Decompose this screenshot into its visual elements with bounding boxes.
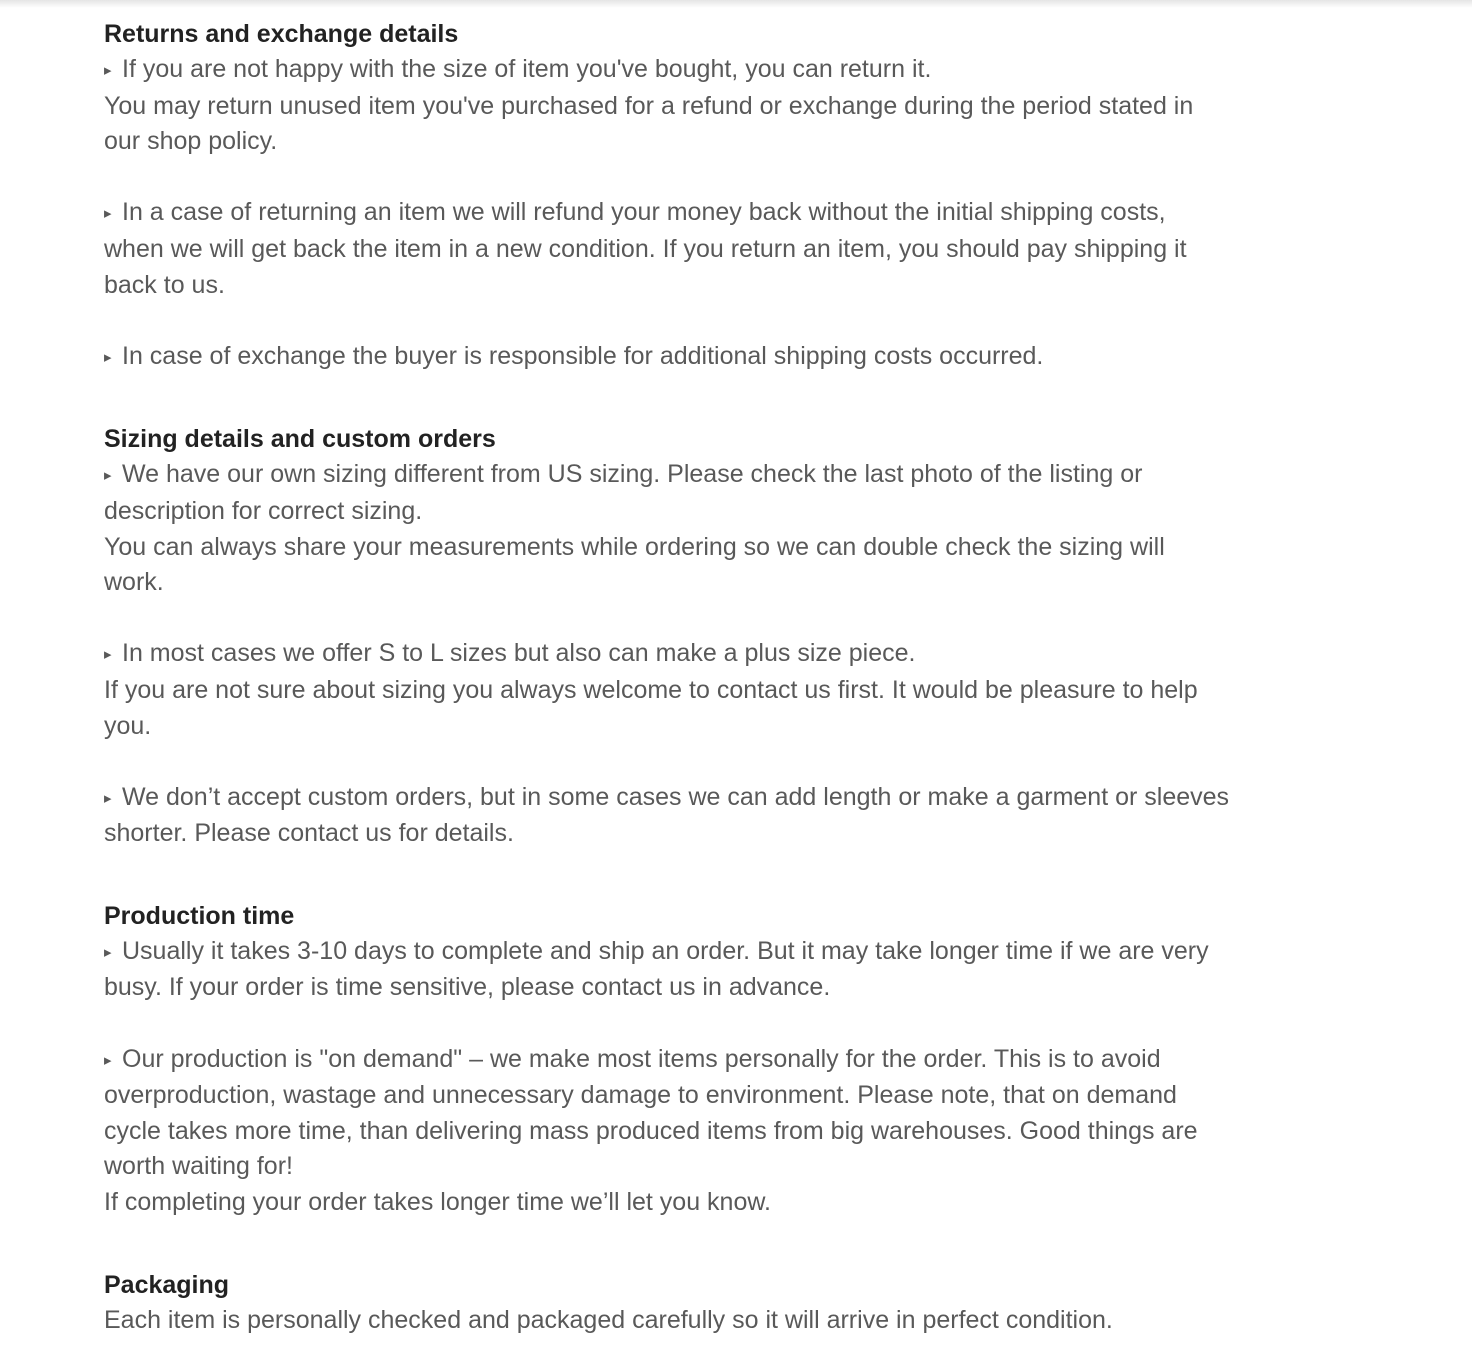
top-shadow <box>0 0 1472 8</box>
sizing-line-5: In most cases we offer S to L sizes but also can make a plus size piece. <box>122 639 916 668</box>
returns-line-4: In a case of returning an item we will refund your money back without the initial shipping costs, <box>122 198 1166 227</box>
sizing-line-8: We don’t accept custom orders, but in some cases we can add length or make a garment or sleeves <box>122 782 1230 811</box>
returns-line-6: back to us. <box>104 270 225 299</box>
packaging-line-1: Each item is personally checked and packaged carefully so it will arrive in perfect condition. <box>104 1305 1113 1334</box>
production-line-2: busy. If your order is time sensitive, please contact us in advance. <box>104 973 831 1002</box>
sizing-section-title: Sizing details and custom orders <box>104 425 496 454</box>
returns-bullet-2 <box>104 195 1354 232</box>
production-line-3: Our production is "on demand" – we make most items personally for the order. This is to avoid <box>122 1044 1161 1073</box>
sizing-line-6: If you are not sure about sizing you always welcome to contact us first. It would be pleasure to help <box>104 675 1198 704</box>
bullet-icon: ▸ <box>104 62 112 79</box>
returns-line-2: You may return unused item you've purchased for a refund or exchange during the period stated in <box>104 91 1194 120</box>
packaging-section-title: Packaging <box>104 1270 230 1299</box>
returns-line-1: If you are not happy with the size of item you've bought, you can return it. <box>122 55 932 83</box>
shop-policy-content <box>104 16 1354 1338</box>
sizing-bullet-1 <box>104 457 1354 494</box>
returns-section-title: Returns and exchange details <box>104 20 459 48</box>
returns-bullet-1 <box>104 52 1354 89</box>
sizing-line-9: shorter. Please contact us for details. <box>104 819 514 848</box>
production-bullet-1 <box>104 934 1354 971</box>
bullet-icon: ▸ <box>104 1051 112 1069</box>
sizing-line-3: You can always share your measurements while ordering so we can double check the sizing will <box>104 532 1165 561</box>
bullet-icon: ▸ <box>104 467 112 485</box>
production-line-1: Usually it takes 3-10 days to complete and ship an order. But it may take longer time if we are very <box>122 936 1209 965</box>
bullet-icon: ▸ <box>104 943 112 961</box>
returns-line-3: our shop policy. <box>104 127 278 156</box>
sizing-bullet-2 <box>104 636 1354 673</box>
sizing-line-2: description for correct sizing. <box>104 496 423 525</box>
bullet-icon: ▸ <box>104 789 112 807</box>
bullet-icon: ▸ <box>104 646 112 664</box>
returns-bullet-3 <box>104 339 1354 376</box>
bullet-icon: ▸ <box>104 205 112 223</box>
production-section-title: Production time <box>104 901 295 930</box>
sizing-line-1: We have our own sizing different from US sizing. Please check the last photo of the listing or <box>122 460 1143 489</box>
sizing-line-4: work. <box>104 568 164 597</box>
returns-line-7: In case of exchange the buyer is responsible for additional shipping costs occurred. <box>122 341 1044 370</box>
production-line-7: If completing your order takes longer time we’ll let you know. <box>104 1188 771 1217</box>
returns-line-5: when we will get back the item in a new condition. If you return an item, you should pay shipping it <box>104 234 1187 263</box>
production-line-6: worth waiting for! <box>104 1152 293 1181</box>
sizing-line-7: you. <box>104 711 152 740</box>
bullet-icon: ▸ <box>104 348 112 366</box>
production-bullet-2 <box>104 1042 1354 1079</box>
production-line-5: cycle takes more time, than delivering mass produced items from big warehouses. Good things are <box>104 1116 1198 1145</box>
sizing-bullet-3 <box>104 780 1354 817</box>
production-line-4: overproduction, wastage and unnecessary damage to environment. Please note, that on demand <box>104 1081 1177 1110</box>
